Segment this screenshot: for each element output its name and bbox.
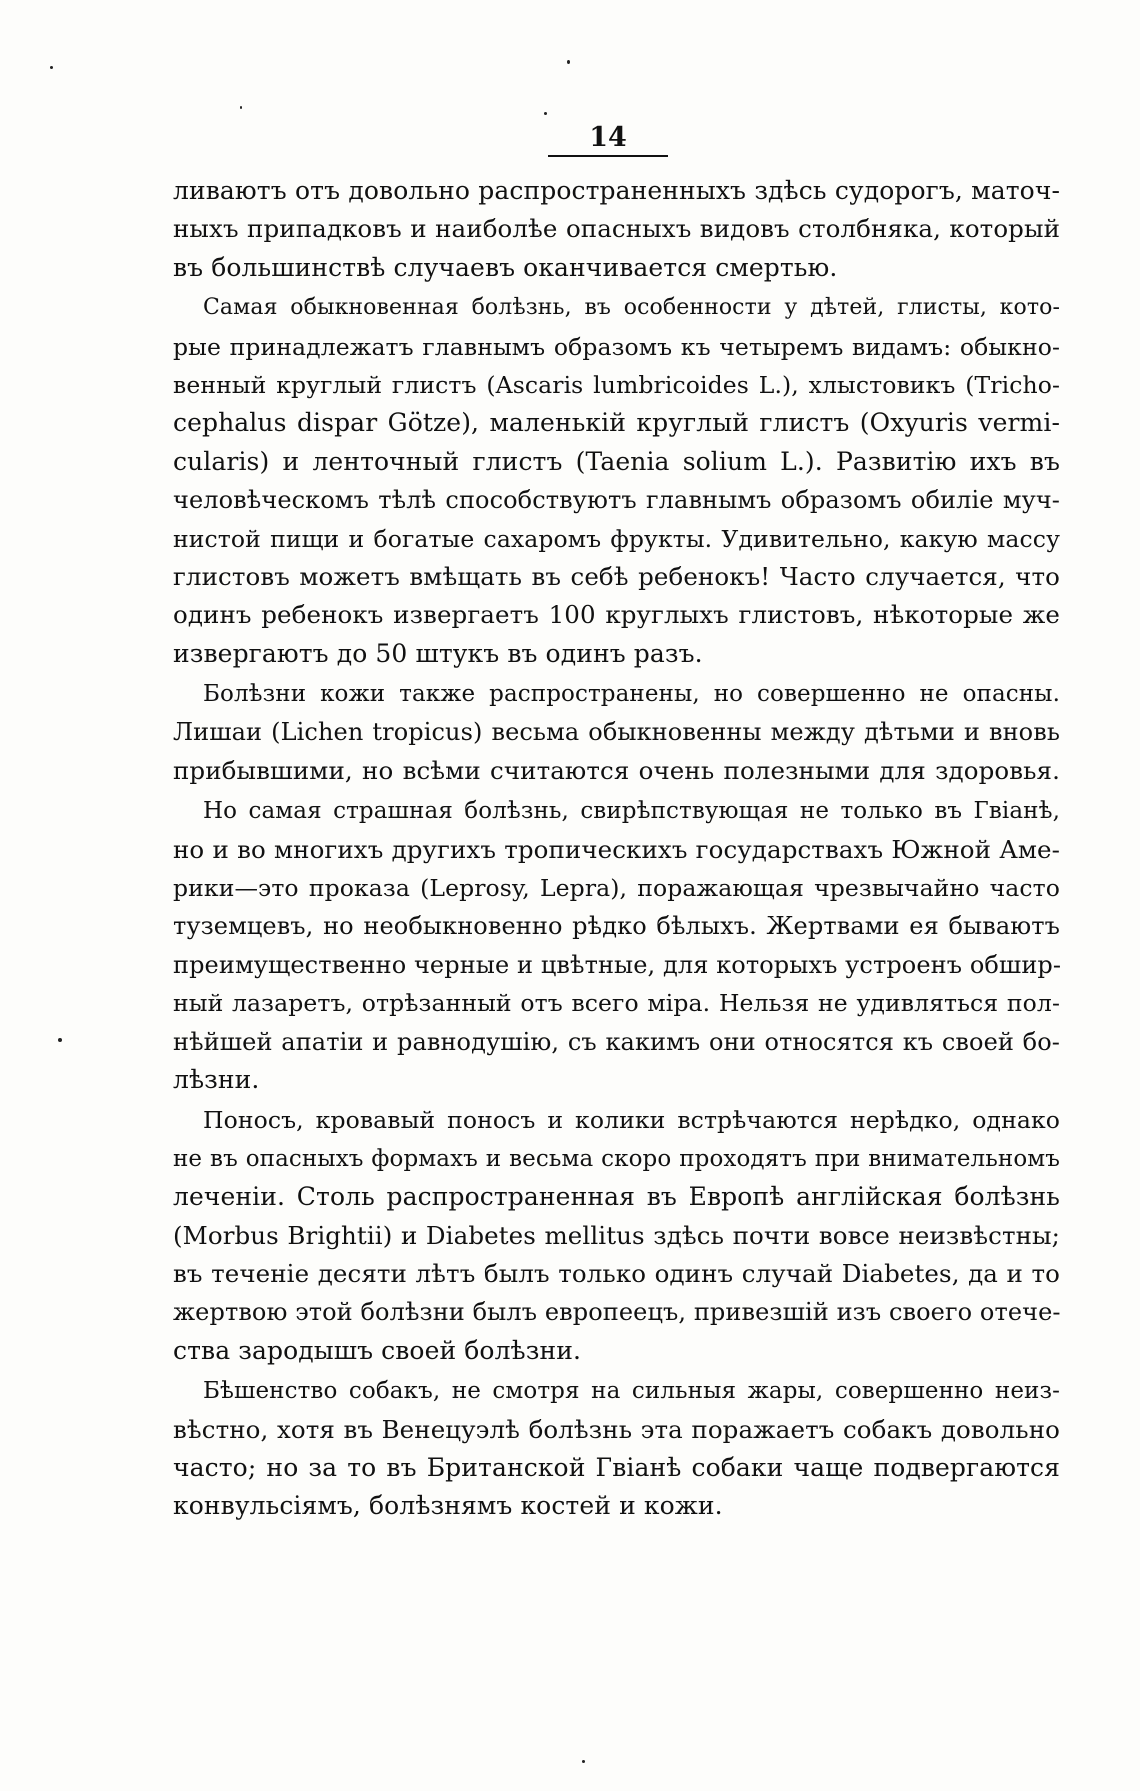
text-line: въ большинствѣ случаевъ оканчивается смертью.	[173, 252, 838, 282]
paragraph-3	[173, 675, 1060, 790]
text-line: не въ опасныхъ формахъ и весьма скоро проходятъ при внимательномъ	[173, 1145, 1060, 1172]
paragraph-6	[173, 1372, 1060, 1526]
text-line: часто; но за то въ Британской Гвіанѣ собаки чаще подвергаются	[173, 1452, 1060, 1482]
text-line: рые принадлежатъ главнымъ образомъ къ четыремъ видамъ: обыкно-	[173, 332, 1060, 361]
text-line: извергаютъ до 50 штукъ въ одинъ разъ.	[173, 638, 703, 668]
page-number: 14	[589, 122, 627, 153]
text-line: (Morbus Brightii) и Diabetes mellitus здѣсь почти вовсе неизвѣстны;	[173, 1220, 1060, 1250]
text-line: лѣзни.	[173, 1064, 260, 1094]
text-line: Но самая страшная болѣзнь, свирѣпствующая не только въ Гвіанѣ,	[203, 798, 1060, 825]
text-line: нистой пищи и богатые сахаромъ фрукты. Удивительно, какую массу	[173, 524, 1060, 553]
text-line: леченіи. Столь распространенная въ Европѣ англійская болѣзнь	[173, 1182, 1060, 1212]
text-line: Лишаи (Lichen tropicus) весьма обыкновенны между дѣтьми и вновь	[173, 718, 1060, 747]
text-line: cephalus dispar Götze), маленькій круглый глистъ (Oxyuris vermi-	[173, 408, 1060, 438]
paragraph-2	[173, 289, 1060, 673]
scan-speck	[567, 60, 570, 64]
text-line: ства зародышъ своей болѣзни.	[173, 1335, 582, 1365]
text-line: прибывшими, но всѣми считаются очень полезными для здоровья.	[173, 755, 1060, 785]
text-line: нѣйшей апатіи и равнодушію, съ какимъ они относятся къ своей бо-	[173, 1027, 1060, 1056]
text-line: cularis) и ленточный глистъ (Taenia solium L.). Развитію ихъ въ	[173, 446, 1060, 476]
text-line: ливаютъ отъ довольно распространенныхъ здѣсь судорогъ, маточ-	[173, 176, 1060, 205]
scan-speck	[240, 106, 242, 109]
paragraph-1	[173, 172, 1060, 287]
scan-speck	[58, 1038, 62, 1042]
paragraph-4	[173, 792, 1060, 1099]
text-line: туземцевъ, но необыкновенно рѣдко бѣлыхъ. Жертвами ея бываютъ	[173, 912, 1060, 941]
scan-speck	[544, 112, 547, 115]
text-line: глистовъ можетъ вмѣщать въ себѣ ребенокъ! Часто случается, что	[173, 561, 1060, 591]
text-line: венный круглый глистъ (Ascaris lumbricoides L.), хлыстовикъ (Tricho-	[173, 370, 1060, 399]
text-line: Самая обыкновенная болѣзнь, въ особенности у дѣтей, глисты, кото-	[203, 295, 1060, 321]
text-line: жертвою этой болѣзни былъ европеецъ, привезшій изъ своего отече-	[173, 1298, 1061, 1327]
text-line: Болѣзни кожи также распространены, но совершенно не опасны.	[203, 681, 1060, 708]
text-line: преимущественно черные и цвѣтные, для которыхъ устроенъ обшир-	[173, 950, 1062, 979]
text-line: Бѣшенство собакъ, не смотря на сильныя жары, совершенно неиз-	[203, 1378, 1060, 1405]
text-line: въ теченіе десяти лѣтъ былъ только одинъ случай Diabetes, да и то	[173, 1258, 1060, 1288]
text-line: человѣческомъ тѣлѣ способствуютъ главнымъ образомъ обиліе муч-	[173, 486, 1060, 515]
text-line: но и во многихъ другихъ тропическихъ государствахъ Южной Аме-	[173, 834, 1060, 864]
text-line: конвульсіямъ, болѣзнямъ костей и кожи.	[173, 1491, 723, 1521]
paragraph-5	[173, 1101, 1060, 1370]
text-line: ный лазаретъ, отрѣзанный отъ всего міра. Нельзя не удивляться пол-	[173, 989, 1060, 1018]
page-number-rule	[548, 155, 668, 157]
scan-speck	[582, 1760, 585, 1763]
text-line: вѣстно, хотя въ Венецуэлѣ болѣзнь эта поражаетъ собакъ довольно	[173, 1414, 1060, 1444]
scan-speck	[50, 66, 53, 69]
text-line: одинъ ребенокъ извергаетъ 100 круглыхъ глистовъ, нѣкоторые же	[173, 600, 1060, 630]
body-text	[173, 172, 1060, 1528]
text-line: ныхъ припадковъ и наиболѣе опасныхъ видовъ столбняка, который	[173, 214, 1060, 244]
text-line: рики—это проказа (Leprosy, Lepra), поражающая чрезвычайно часто	[173, 874, 1060, 903]
text-line: Поносъ, кровавый поносъ и колики встрѣчаются нерѣдко, однако	[203, 1106, 1060, 1135]
